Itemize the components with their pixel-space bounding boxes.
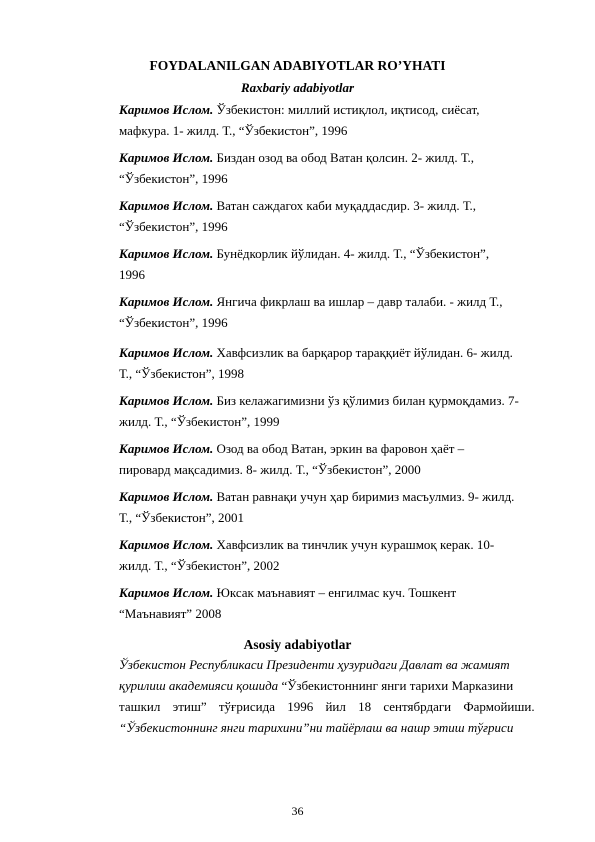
reference-author: Каримов Ислом. [119, 246, 214, 261]
reference-text: Янгича фикрлаш ва ишлар – давр талаби. - жилд Т., [213, 294, 503, 309]
reference-continuation: “Ўзбекистон”, 1996 [119, 171, 228, 186]
reference-author: Каримов Ислом. [119, 150, 214, 165]
reference-item [119, 585, 556, 601]
reference-author: Каримов Ислом. [119, 294, 214, 309]
decree-line-1 [119, 657, 556, 673]
reference-continuation: “Ўзбекистон”, 1996 [119, 315, 228, 330]
reference-continuation: 1996 [119, 267, 145, 282]
reference-author: Каримов Ислом. [119, 489, 214, 504]
reference-text: Биз келажагимизни ўз қўлимиз билан қурмоқдамиз. 7- [213, 393, 519, 408]
reference-item [119, 294, 556, 310]
reference-item [119, 198, 556, 214]
reference-item [119, 102, 556, 118]
section-heading-asosiy: Asosiy adabiyotlar [243, 637, 352, 652]
reference-author: Каримов Ислом. [119, 393, 214, 408]
reference-continuation: Т., “Ўзбекистон”, 2001 [119, 510, 244, 525]
reference-item [119, 537, 556, 553]
section-heading-raxbariy: Raxbariy adabiyotlar [240, 80, 355, 95]
page-title: FOYDALANILGAN ADABIYOTLAR RO’YHATI [149, 58, 446, 73]
reference-author: Каримов Ислом. [119, 441, 214, 456]
reference-continuation: “Маънавият” 2008 [119, 606, 222, 621]
reference-author: Каримов Ислом. [119, 198, 214, 213]
reference-item [119, 345, 556, 361]
reference-author: Каримов Ислом. [119, 585, 214, 600]
decree-line-3: ташкил этиш” тўғрисида 1996 йил 18 сентябрдаги Фармойиши. [119, 699, 535, 714]
reference-item [119, 441, 556, 457]
decree-line-4: “Ўзбекистоннинг янги тарихини”ни тайёрлаш ва нашр этиш тўғриси [119, 720, 514, 735]
page-number: 36 [291, 804, 304, 818]
decree-line-2: қурилиш академияси қошида “Ўзбекистоннинг янги тарихи Марказини [119, 678, 514, 693]
reference-author: Каримов Ислом. [119, 345, 214, 360]
reference-text: Юксак маънавият – енгилмас куч. Тошкент [213, 585, 457, 600]
reference-continuation: пировард мақсадимиз. 8- жилд. Т., “Ўзбекистон”, 2000 [119, 462, 421, 477]
reference-continuation: жилд. Т., “Ўзбекистон”, 1999 [119, 414, 280, 429]
reference-text: Хавфсизлик ва тинчлик учун курашмоқ керак. 10- [213, 537, 495, 552]
reference-continuation: Т., “Ўзбекистон”, 1998 [119, 366, 244, 381]
reference-item [119, 489, 556, 505]
reference-item [119, 246, 556, 262]
reference-continuation: жилд. Т., “Ўзбекистон”, 2002 [119, 558, 280, 573]
decree-text: Ўзбекистон Республикаси Президенти ҳузуридаги Давлат ва жамият [119, 657, 510, 672]
reference-text: Ватан саждагох каби муқаддасдир. 3- жилд. Т., [213, 198, 477, 213]
reference-continuation: “Ўзбекистон”, 1996 [119, 219, 228, 234]
reference-text: Ўзбекистон: миллий истиқлол, иқтисод, сиёсат, [213, 102, 480, 117]
reference-author: Каримов Ислом. [119, 102, 214, 117]
reference-text: Озод ва обод Ватан, эркин ва фаровон ҳаёт – [213, 441, 465, 456]
reference-continuation: мафкура. 1- жилд. Т., “Ўзбекистон”, 1996 [119, 123, 348, 138]
reference-text: Биздан озод ва обод Ватан қолсин. 2- жилд. Т., [213, 150, 475, 165]
reference-author: Каримов Ислом. [119, 537, 214, 552]
reference-text: Бунёдкорлик йўлидан. 4- жилд. Т., “Ўзбекистон”, [213, 246, 490, 261]
reference-item [119, 393, 556, 409]
reference-text: Хавфсизлик ва барқарор тараққиёт йўлидан. 6- жилд. [213, 345, 513, 360]
reference-text: Ватан равнақи учун ҳар биримиз масъулмиз. 9- жилд. [213, 489, 515, 504]
reference-item [119, 150, 556, 166]
